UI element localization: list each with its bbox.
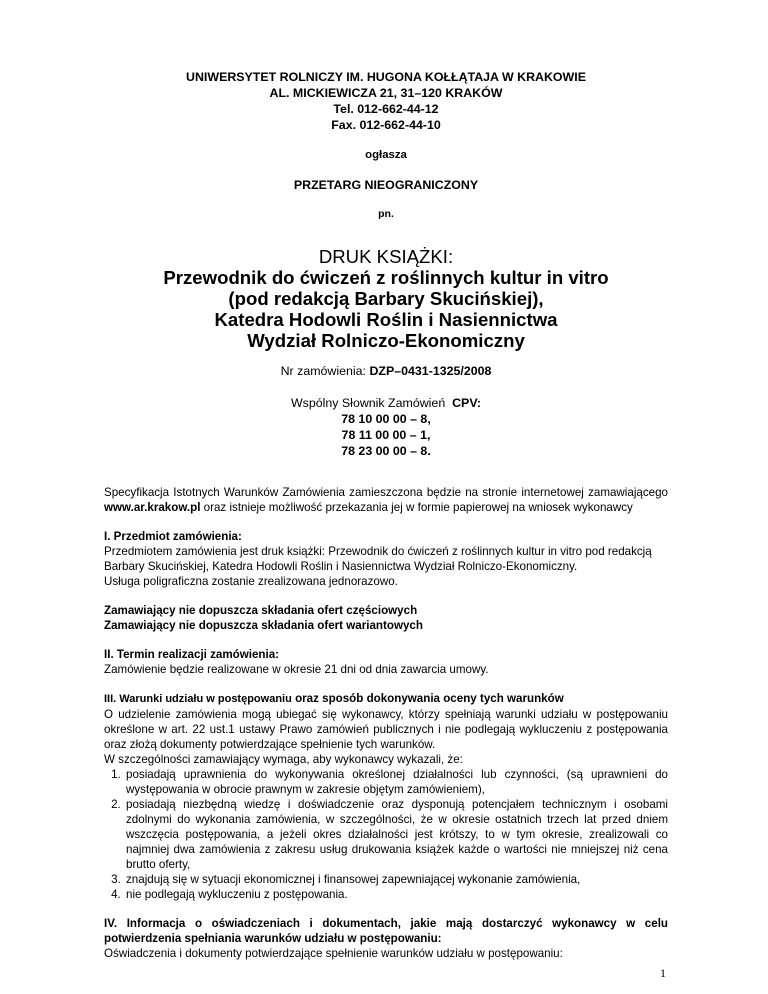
section-3-intro: O udzielenie zamówienia mogą ubiegać się wykonawcy, którzy spełniają warunki udziału w postępowaniu określone w art. 22 ust.1 ustawy Prawo zamówień publicznych i nie podlegają wykluczeniu z postępowania oraz złożą dokumenty potwierdzające spełnienie tych warunków. (104, 708, 668, 751)
title-line-5: Wydział Rolniczo-Ekonomiczny (247, 330, 525, 351)
institution-fax: Fax. 012-662-44-10 (331, 118, 441, 132)
section-deadline (104, 647, 668, 677)
order-number-line (104, 364, 668, 378)
title-line-3: (pod redakcją Barbary Skucińskiej), (228, 288, 544, 309)
document-header (104, 69, 668, 133)
section-2-body: Zamówienie będzie realizowane w okresie 21 dni od dnia zawarcia umowy. (104, 663, 489, 676)
list-item: 1. posiadają uprawnienia do wykonywania określonej działalności lub czynności, (są uprawnieni do występowania w obrocie prawnym w zakresie objętym zamówieniem), (124, 767, 668, 797)
institution-address: AL. MICKIEWICZA 21, 31–120 KRAKÓW (269, 86, 503, 100)
siwz-paragraph (104, 485, 668, 515)
siwz-text-after: oraz istnieje możliwość przekazania jej w formie papierowej na wniosek wykonawcy (203, 501, 633, 514)
list-item: 4. nie podlegają wykluczeniu z postępowania. (124, 887, 668, 902)
siwz-text-before: Specyfikacja Istotnych Warunków Zamówienia zamieszczona będzie na stronie internetowej zamawiającego (104, 486, 668, 499)
cpv-code-label: CPV: (452, 396, 482, 410)
tender-type: PRZETARG NIEOGRANICZONY (293, 178, 479, 192)
restriction-variant-offers: Zamawiający nie dopuszcza składania ofert wariantowych (104, 619, 423, 632)
section-3-title-part-1: III. Warunki udziału w postępowaniu (104, 693, 292, 705)
order-number-value: DZP–0431-1325/2008 (369, 364, 492, 378)
list-item: 2. posiadają niezbędną wiedzę i doświadczenie oraz dysponują potencjałem technicznym i osobami zdolnymi do wykonania zamówienia, w szczególności, że w okresie ostatnich trzech lat przed dniem wszczęcia postępowania, a jeżeli okres działalności jest krótszy, to w tym okresie, zrealizowali co najmniej dwa zamówienia z zakresu usług drukowania książek każde o wartości nie mniejszej niż cena brutto oferty, (124, 797, 668, 872)
section-subject (104, 529, 668, 589)
section-4-body: Oświadczenia i dokumenty potwierdzające spełnienie warunków udziału w postępowaniu: (104, 947, 563, 960)
title-line-1: DRUK KSIĄŻKI: (318, 246, 454, 267)
cpv-code: 78 23 00 00 – 8. (341, 444, 431, 458)
document-title (104, 246, 668, 351)
cpv-code: 78 11 00 00 – 1, (341, 428, 431, 442)
pn-label: pn. (378, 208, 394, 220)
section-conditions (104, 691, 668, 902)
title-line-2: Przewodnik do ćwiczeń z roślinnych kultur in vitro (163, 267, 609, 288)
cpv-label: Wspólny Słownik Zamówień (290, 396, 446, 410)
order-number-label: Nr zamówienia: (280, 364, 366, 378)
restrictions-block (104, 603, 668, 633)
section-4-title: IV. Informacja o oświadczeniach i dokumentach, jakie mają dostarczyć wykonawcy w celu potwierdzenia spełniania warunków udziału w postępowaniu: (104, 917, 668, 945)
list-item: 3. znajdują się w sytuacji ekonomicznej i finansowej zapewniającej wykonanie zamówienia, (124, 872, 668, 887)
page-number: 1 (660, 966, 666, 980)
section-1-body-2: Usługa poligraficzna zostanie zrealizowana jednorazowo. (104, 575, 398, 588)
section-3-intro-2: W szczególności zamawiający wymaga, aby wykonawcy wykazali, że: (104, 753, 463, 766)
cpv-block (104, 395, 668, 459)
section-2-title: II. Termin realizacji zamówienia: (104, 648, 280, 661)
section-1-body: Przedmiotem zamówienia jest druk książki: Przewodnik do ćwiczeń z roślinnych kultur in vitro pod redakcją Barbary Skucińskiej, Katedra Hodowli Roślin i Nasiennictwa Wydział Rolniczo-Ekonomiczny. (104, 545, 652, 573)
announces-label: ogłasza (365, 149, 407, 161)
siwz-website-link[interactable]: www.ar.krakow.pl (104, 501, 201, 514)
restriction-partial-offers: Zamawiający nie dopuszcza składania ofert częściowych (104, 604, 418, 617)
conditions-list (104, 767, 668, 902)
section-3-title (104, 691, 668, 707)
institution-name: UNIWERSYTET ROLNICZY IM. HUGONA KOŁŁĄTAJA W KRAKOWIE (186, 70, 586, 84)
section-documents (104, 916, 668, 961)
institution-phone: Tel. 012-662-44-12 (333, 102, 439, 116)
title-line-4: Katedra Hodowli Roślin i Nasiennictwa (214, 309, 558, 330)
section-1-title: I. Przedmiot zamówienia: (104, 530, 242, 543)
cpv-code: 78 10 00 00 – 8, (341, 412, 431, 426)
section-3-title-part-2: oraz sposób dokonywania oceny tych warunków (295, 692, 564, 705)
